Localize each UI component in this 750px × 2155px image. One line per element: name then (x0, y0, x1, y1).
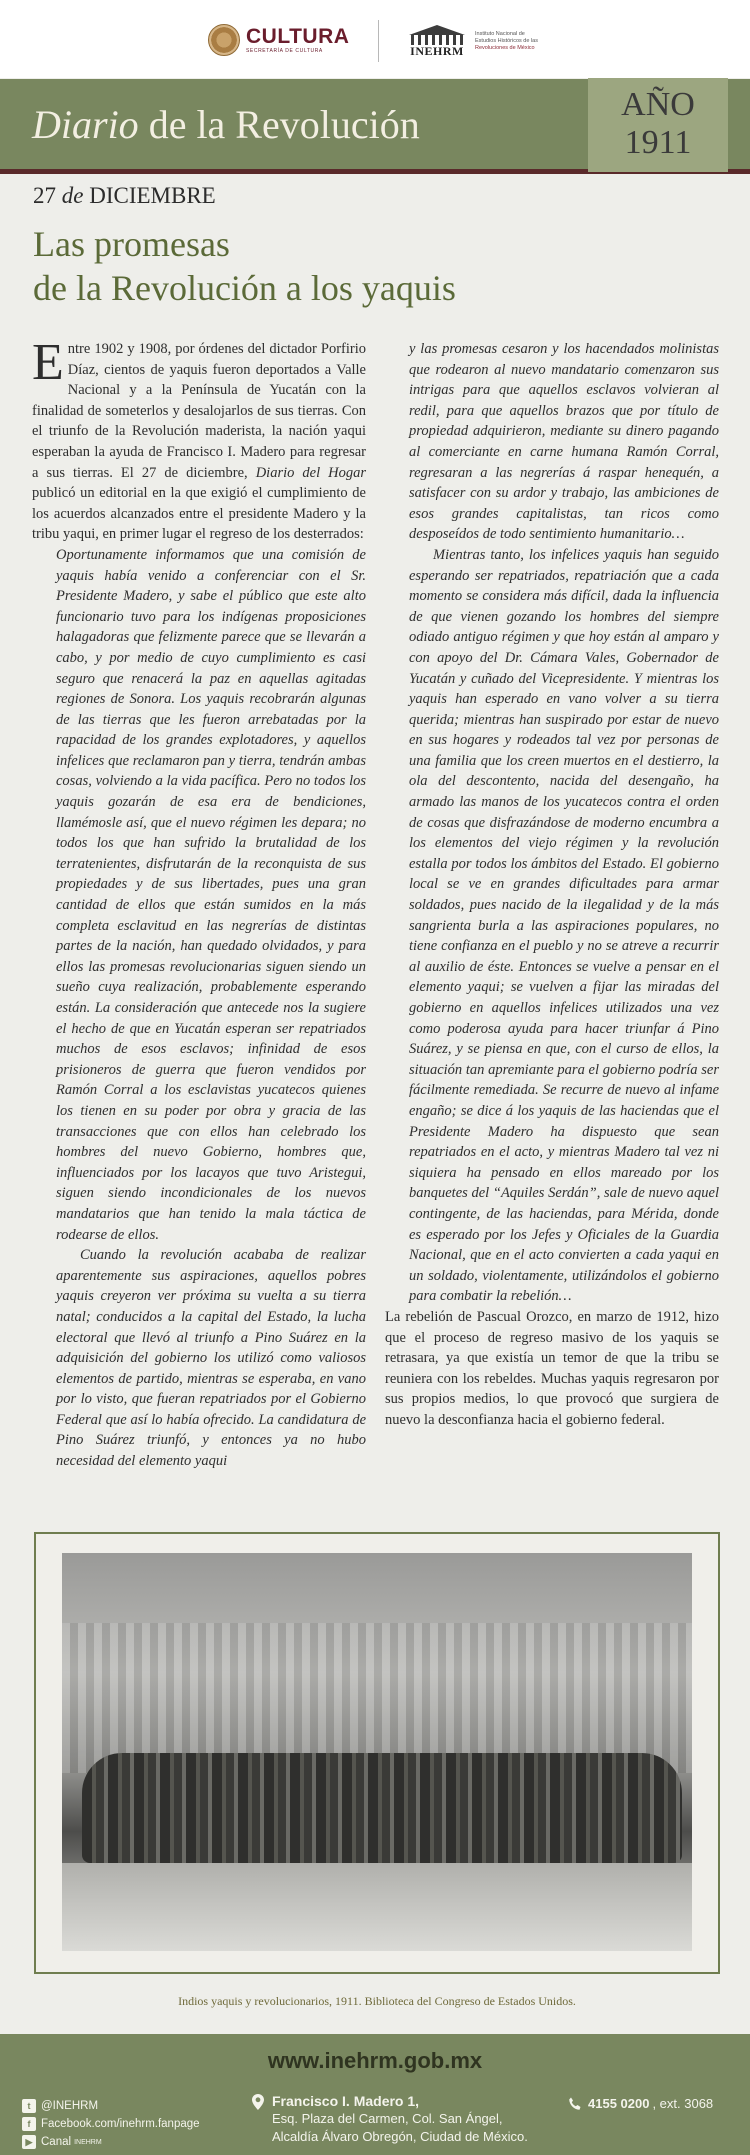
page-title (33, 222, 713, 310)
quote-paragraph: y las promesas cesaron y los hacendados molinistas que rodearon al nuevo mandatario comenzaron sus intrigas para que aquellos esclavos volvieran al redil, para que aquellos brazos que por título de propiedad adquirieron, mediante su dinero pagando al comerciante en carne humana Ramón Corral, regresaran a las negrerías á raspar henequén, a satisfacer con su ardor y trabajo, las ambiciones de esos grandes capitalistas, tan ricos como desposeídos de todo sentimiento humanitario… (409, 341, 719, 543)
twitter-link[interactable] (22, 2097, 222, 2115)
footer-phone (568, 2095, 743, 2113)
page-title-line: de la Revolución a los yaquis (33, 268, 456, 308)
intro-text-end: publicó un editorial en la que exigió el cumplimiento de los acuerdos alcanzados entre el presidente Madero y la tribu yaqui, en primer lugar el regreso de los desterrados: (32, 485, 366, 543)
inehrm-building-icon (405, 25, 469, 57)
historical-photo (62, 1553, 692, 1951)
logo-divider (378, 20, 379, 62)
year-box (588, 78, 728, 172)
footer-address (250, 2092, 550, 2146)
phone-number: 4155 0200 (588, 2096, 650, 2111)
youtube-link[interactable] (22, 2133, 222, 2151)
date-de: de (56, 183, 90, 208)
cultura-word: CULTURA (246, 25, 350, 48)
youtube-icon: ▶ (22, 2135, 36, 2149)
diario-title (32, 103, 420, 147)
diario-title-rest: de la Revolución (138, 102, 420, 147)
facebook-url: Facebook.com/inehrm.fanpage (41, 2118, 200, 2130)
address-line: Alcaldía Álvaro Obregón, Ciudad de México. (272, 2129, 528, 2144)
inehrm-desc-line: Instituto Nacional de (475, 30, 525, 37)
inehrm-name: INEHRM (410, 44, 464, 58)
intro-publication: Diario del Hogar (255, 464, 367, 481)
intro-text: ntre 1902 y 1908, por órdenes del dictador Porfirio Díaz, cientos de yaquis fueron deportados a Valle Nacional y a la Península de Yucatán con la finalidad de someterlos y desalojarlos de sus tierras. Con el triunfo de la Revolución maderista, la nación yaqui esperaban la ayuda de Francisco I. Madero para regresar a sus tierras. El 27 de diciembre, (32, 341, 366, 481)
photo-ground (62, 1863, 692, 1951)
twitter-icon: t (22, 2099, 36, 2113)
year-label: AÑO (621, 86, 695, 123)
quote-paragraph: Mientras tanto, los infelices yaquis han seguido esperando ser repatriados, repatriación que a cada momento se considera más difícil, dada la influencia de que vienen gozando los hombres del siempre odiado antiguo régimen y que hoy están al amparo y con apoyo del Dr. Cámara Vales, Gobernador de Yucatán y cuñado del Vicepresidente. Y mientras los yaquis han esperado en vano volver a su tierra querida; mientras han suspirado por estar de nuevo en sus hogares y rodeados tal vez por personas de una familia que los creen muertos en el destierro, la ola del descontento, nacida del desengaño, ha armado las manos de los yucatecos contra el orden de cosas que disfrazándose de moderno encumbra a los elementos del viejo régimen y la revolución estalla por todos los ámbitos del Estado. El gobierno local se ve en grandes dificultades para armar soldados, pues nacido de la ilegalidad y de la más sangrienta burla a las aspiraciones populares, no tiene confianza en el pueblo y no se atreve a recurrir al auxilio de éste. Entonces se vuelve a pensar en el elemento yaqui; se vuelven a fijar las miradas del gobierno en aquellos infelices utilizados una vez como poderosa ayuda para hacer triunfar á Pino Suárez, y se piensa en que, con el curso de ellos, la situación tan apremiante para el gobierno podría ser fácilmente remediada. Se recurre de nuevo al infame engaño; se dice á los yaquis de las haciendas que el Presidente Madero ha dispuesto que sean repatriados en el acto, y mientras Madero tal vez ni siquiera ha pensado en ellos mareado por los banquetes del “Aquiles Serdán”, sale de nuevo aquel contingente, de las haciendas, para Mérida, donde es esperado por los Jefes y Oficiales de la Guardia Nacional, que en el acto convierten a cada yaqui en un soldado, violentamente, utilizándolos el gobierno para combatir la rebelión… (409, 546, 719, 1305)
quote-paragraph: Cuando la revolución acababa de realizar aparentemente sus aspiraciones, aquellos pobres yaquis creyeron ver próxima su vuelta a su tierra natal; conducidos a la capital del Estado, la lucha electoral que llevó al triunfo a Pino Suárez en la adquisición del gobierno los utilizó como valiosos elementos de partido, mientras se esperaba, en vano por lo visto, que fueran repatriados por el Gobierno Federal que así lo había ofrecido. La candidatura de Pino Suárez triunfó, y entonces ya no hubo necesidad del elemento yaqui (56, 1247, 366, 1470)
facebook-icon: f (22, 2117, 36, 2131)
facebook-link[interactable] (22, 2115, 222, 2133)
logo-bar (0, 0, 750, 78)
address-line: Francisco I. Madero 1, (272, 2093, 420, 2109)
location-pin-icon (252, 2094, 264, 2110)
address-line: Esq. Plaza del Carmen, Col. San Ángel, (272, 2111, 503, 2126)
inehrm-desc-line: Estudios Históricos de las (475, 37, 538, 44)
inehrm-desc-line: Revoluciones de México (475, 44, 535, 51)
footer-social (22, 2097, 222, 2151)
closing-paragraph: La rebelión de Pascual Orozco, en marzo de 1912, hizo que el proceso de regreso masivo de los yaquis se retrasara, ya que existía un temor de que la tribu se reuniera con los rebeldes. Muchas yaquis regresaron por sus propios medios, lo que provocó que surgiera de nuevo la desconfianza hacia el gobierno federal. (385, 1308, 719, 1428)
right-column (385, 339, 719, 1430)
page-title-line: Las promesas (33, 224, 230, 264)
youtube-channel: INEHRM (74, 2138, 102, 2146)
diario-title-italic: Diario (32, 102, 139, 147)
intro-paragraph (32, 334, 367, 545)
cultura-logo (208, 22, 349, 58)
inehrm-description (475, 31, 555, 52)
phone-ext: , ext. 3068 (652, 2096, 714, 2111)
date-line (33, 182, 216, 210)
dropcap: E (32, 334, 64, 391)
cultura-seal-icon (208, 24, 240, 56)
footer-url-link[interactable]: www.inehrm.gob.mx (267, 2048, 483, 2073)
photo-crowd (82, 1753, 682, 1863)
date-day: 27 (33, 183, 56, 208)
youtube-label: Canal (41, 2136, 72, 2148)
cultura-subtitle: SECRETARÍA DE CULTURA (246, 48, 323, 54)
left-column (32, 334, 367, 1472)
phone-icon (568, 2097, 582, 2111)
photo-wall (62, 1623, 692, 1773)
date-month: DICIEMBRE (89, 183, 216, 208)
quote-paragraph: Oportunamente informamos que una comisión de yaquis había venido a conferenciar con el Sr. Presidente Madero, y sabe el público que este alto funcionario tuvo para los indígenas proposiciones halagadoras que felizmente parece que se llevarán a cabo, y por medio de cuyo cumplimiento es casi seguro que renacerá la paz en aquellas agitadas regiones de Sonora. Los yaquis recobrarán algunas de las tierras que les fueron arrebatadas por la rapacidad de los grandes explotadores, y aquellos infelices que reclamaron pan y tierra, tendrán ambas cosas, volviendo a la vida pacífica. Pero no todos los yaquis gozarán de esa era de bendiciones, llamémosle así, que el nuevo régimen les depara; no todos los que han sufrido la brutalidad de los terratenientes, disfrutarán de la reconquista de sus propiedades y de sus libertades, pues una gran cantidad de ellos que están sumidos en la más completa esclavitud en las negrerías de distintas partes de la nación, han quedado olvidados, y para ellos las promesas revolucionarias siguen siendo un sueño cuya realización, probablemente esperando están. La consideración que antecede nos la sugiere el hecho de que en Yucatán esperan ser repatriados muchos de esos esclavos; infinidad de esos prisioneros de guerra que fueron vendidos por Ramón Corral a los esclavistas yucatecos quienes los tienen en su poder por obra y gracia de las transacciones que con ellos han celebrado los hombres del nuevo Gobierno, hombres que, influenciados por los lacayos que tuvo Aristegui, siguen siendo incondicionales de los nuevos mandatarios que han tenido la mala táctica de rodearse de ellos. (56, 546, 366, 1243)
photo-caption: Indios yaquis y revolucionarios, 1911. Biblioteca del Congreso de Estados Unidos. (178, 1994, 576, 2008)
twitter-handle: @INEHRM (41, 2100, 99, 2112)
inehrm-logo (405, 24, 555, 58)
year-value: 1911 (624, 124, 692, 161)
